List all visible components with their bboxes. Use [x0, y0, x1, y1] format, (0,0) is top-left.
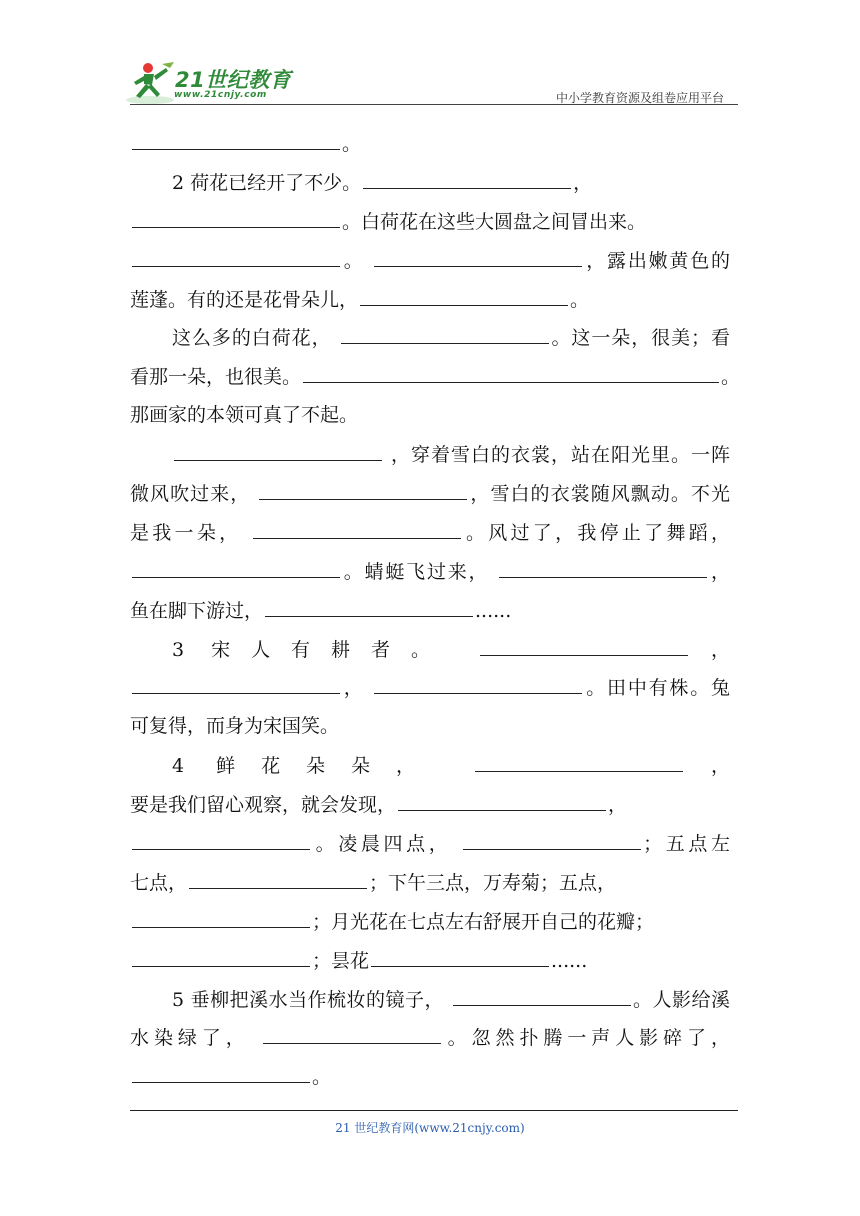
line-text: 。凌晨四点，: [312, 833, 452, 856]
text-line: [130, 124, 730, 163]
line-text: ，: [690, 638, 730, 661]
text-line: [130, 941, 730, 980]
answer-blank[interactable]: [265, 591, 473, 617]
logo-url: www.21cnjy.com: [174, 90, 267, 100]
answer-blank[interactable]: [463, 824, 641, 850]
line-text: 看那一朵，也很美。: [130, 366, 302, 389]
text-line: [130, 552, 730, 591]
text-line: [130, 280, 730, 319]
worksheet-content: [130, 124, 741, 1096]
line-text: ，: [573, 171, 593, 194]
text-line: [130, 396, 730, 435]
line-text: ，雪白的衣裳随风飘动。不光: [469, 483, 730, 506]
line-text: ，: [342, 677, 365, 700]
text-line: [130, 863, 730, 902]
answer-blank[interactable]: [303, 357, 719, 383]
answer-blank[interactable]: [132, 552, 340, 578]
line-text: 4 鲜花朵朵，: [172, 755, 441, 778]
answer-blank[interactable]: [371, 941, 549, 967]
text-line: [130, 707, 730, 746]
header-divider: [130, 104, 738, 105]
text-line: [130, 785, 730, 824]
logo-wordmark: 21世纪教育: [175, 68, 292, 92]
answer-blank[interactable]: [132, 1057, 310, 1083]
line-text: 。风过了，我停止了舞蹈，: [462, 521, 730, 544]
answer-blank[interactable]: [263, 1018, 441, 1044]
answer-blank[interactable]: [132, 241, 340, 267]
header-slogan: 中小学教育资源及组卷应用平台: [555, 91, 724, 105]
answer-blank[interactable]: [499, 552, 707, 578]
line-text: 那画家的本领可真了不起。: [130, 404, 359, 427]
text-line: [130, 591, 730, 630]
site-logo[interactable]: [124, 60, 294, 106]
answer-blank[interactable]: [174, 435, 382, 461]
line-text: 这么多的白荷花，: [172, 327, 332, 350]
text-line: [130, 435, 730, 474]
line-text: 。: [721, 366, 741, 389]
line-text: ；五点左: [643, 833, 730, 856]
text-line: [130, 318, 730, 357]
answer-blank[interactable]: [132, 824, 310, 850]
answer-blank[interactable]: [453, 980, 631, 1006]
line-text: 。这一朵，很美；看: [550, 327, 730, 350]
line-text: 。: [570, 288, 590, 311]
text-line: [130, 824, 730, 863]
page-header: [0, 0, 860, 110]
answer-blank[interactable]: [480, 630, 688, 656]
line-text: 七点，: [130, 871, 188, 894]
line-text: 。白荷花在这些大圆盘之间冒出来。: [342, 210, 647, 233]
line-text: ......: [475, 599, 512, 622]
text-line: [130, 474, 730, 513]
line-text: 3 宋人有耕者。: [172, 638, 451, 661]
line-text: 。人影给溪: [632, 988, 730, 1011]
line-text: 微风吹过来，: [130, 483, 251, 506]
line-text: 。蜻蜓飞过来，: [342, 560, 490, 583]
answer-blank[interactable]: [374, 241, 582, 267]
text-line: [130, 1057, 730, 1096]
text-line: [130, 513, 730, 552]
line-text: 是我一朵，: [130, 521, 242, 544]
text-line: [130, 1018, 730, 1057]
runner-icon: [124, 60, 176, 106]
text-line: [130, 357, 741, 396]
text-line: [130, 202, 730, 241]
line-text: 5 垂柳把溪水当作梳妆的镜子，: [172, 988, 444, 1011]
line-text: 。田中有株。兔: [584, 677, 730, 700]
line-text: 。忽然扑腾一声人影碎了，: [442, 1027, 730, 1050]
answer-blank[interactable]: [341, 318, 549, 344]
line-text: 水染绿了，: [130, 1027, 250, 1050]
line-text: 。: [342, 249, 365, 272]
line-text: ，露出嫩黄色的: [584, 249, 730, 272]
question-2-line: [130, 163, 730, 202]
line-text: 要是我们留心观察，就会发现，: [130, 794, 397, 817]
question-3-line: [130, 630, 730, 669]
line-text: 可复得，而身为宋国笑。: [130, 715, 340, 738]
answer-blank[interactable]: [132, 124, 340, 150]
text-line: [130, 668, 730, 707]
line-text: ，: [709, 560, 730, 583]
line-text: 。: [342, 133, 362, 155]
answer-blank[interactable]: [398, 785, 606, 811]
line-text: ......: [551, 949, 588, 972]
question-4-line: [130, 746, 730, 785]
footer-link[interactable]: 21 世纪教育网(www.21cnjy.com): [335, 1121, 525, 1135]
answer-blank[interactable]: [360, 280, 568, 306]
line-text: ；下午三点，万寿菊；五点，: [369, 871, 617, 894]
answer-blank[interactable]: [374, 668, 582, 694]
line-text: 2 荷花已经开了不少。: [172, 171, 362, 194]
line-text: 。: [312, 1066, 332, 1089]
line-text: 鱼在脚下游过，: [130, 599, 264, 622]
footer-divider: [130, 1110, 738, 1111]
line-text: ，穿着雪白的衣裳，站在阳光里。一阵: [391, 444, 730, 467]
answer-blank[interactable]: [259, 474, 467, 500]
answer-blank[interactable]: [475, 746, 683, 772]
answer-blank[interactable]: [132, 902, 310, 928]
line-text: 莲蓬。有的还是花骨朵儿，: [130, 288, 359, 311]
line-text: ，: [685, 755, 730, 778]
text-line: [130, 902, 730, 941]
text-line: [130, 241, 730, 280]
question-5-line: [130, 980, 730, 1019]
answer-blank[interactable]: [363, 163, 571, 189]
answer-blank[interactable]: [132, 202, 340, 228]
line-text: ，: [608, 794, 628, 817]
line-text: ；昙花: [312, 949, 370, 972]
answer-blank[interactable]: [132, 941, 310, 967]
answer-blank[interactable]: [189, 863, 367, 889]
line-text: ；月光花在七点左右舒展开自己的花瓣；: [312, 910, 655, 933]
answer-blank[interactable]: [132, 668, 340, 694]
answer-blank[interactable]: [253, 513, 461, 539]
